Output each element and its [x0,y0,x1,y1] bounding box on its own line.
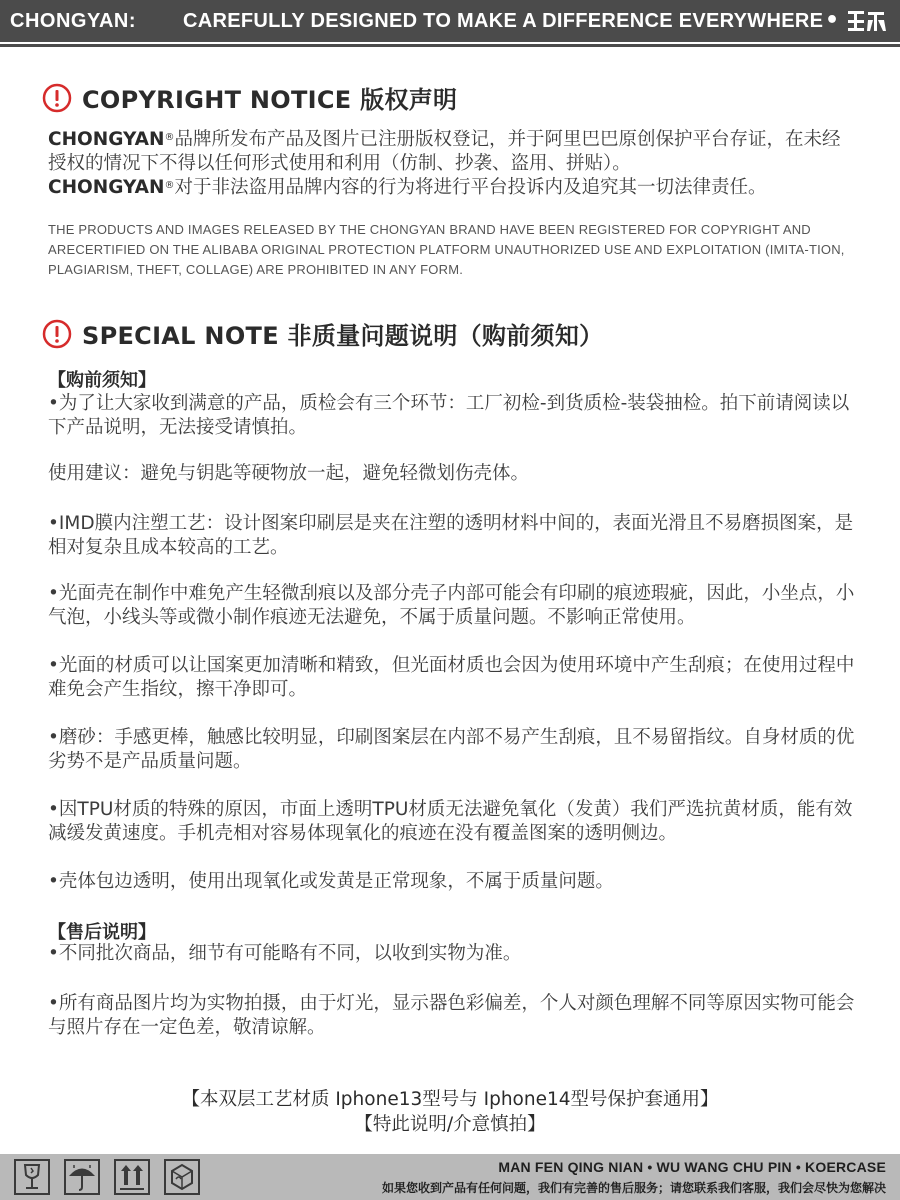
note-item: •光面壳在制作中难免产生轻微刮痕以及部分壳子内部可能会有印刷的痕迹瑕疵，因此，小坐点，小气泡，小线头等或微小制作痕迹无法避免，不属于质量问题。不影响正常使用。 [48,583,855,628]
copyright-title-text: COPYRIGHT NOTICE 版权声明 [82,86,458,114]
copyright-english: THE PRODUCTS AND IMAGES RELEASED BY THE CHONGYAN BRAND HAVE BEEN REGISTERED FOR COPYRIGHT AND ARECERTIFIED ON THE ALIBABA ORIGINAL PROTECTION PLATFORM UNAUTHORIZED USE AND EXPLOITATION (IMITA-TION, PLAGIARISM, THEFT, COLLAGE) ARE PROHIBITED IN ANY FORM. [48,222,845,277]
warning-icon [42,319,72,349]
brand-logo-icon [846,8,888,34]
warning-icon [42,83,72,113]
copyright-chinese-1 [48,128,858,176]
handle-with-care-icon [164,1159,200,1195]
bottom-banner [0,1154,900,1200]
top-banner [0,0,900,42]
separator-dot: • [825,8,840,33]
note-item: 使用建议：避免与钥匙等硬物放一起，避免轻微划伤壳体。 [48,463,530,484]
compatibility-note: 【本双层工艺材质 Iphone13型号与 Iphone14型号保护套通用】 [181,1089,719,1110]
brand-label: CHONGYAN [48,129,165,150]
note-item: •壳体包边透明，使用出现氧化或发黄是正常现象，不属于质量问题。 [48,871,614,892]
footer-brand-line: MAN FEN QING NIAN • WU WANG CHU PIN • KOERCASE [498,1159,886,1175]
umbrella-keep-dry-icon [64,1159,100,1195]
this-side-up-icon [114,1159,150,1195]
fragile-glass-icon [14,1159,50,1195]
registered-mark: ® [164,180,175,191]
brand-name: CHONGYAN: [10,10,136,32]
after-sales-item: •所有商品图片均为实物拍摄，由于灯光，显示器色彩偏差，个人对颜色理解不同等原因实物可能会与照片存在一定色差，敬清谅解。 [48,993,855,1038]
pre-purchase-heading: 【购前须知】 [48,370,156,391]
brand-slogan: CAREFULLY DESIGNED TO MAKE A DIFFERENCE EVERYWHERE [183,10,824,32]
copyright-line-1: 品牌所发布产品及图片已注册版权登记，并于阿里巴巴原创保护平台存证，在未经授权的情况下不得以任何形式使用和利用（仿制、抄袭、盗用、拼贴）。 [48,129,841,174]
note-item: •为了让大家收到满意的产品，质检会有三个环节：工厂初检-到货质检-装袋抽检。拍下前请阅读以下产品说明，无法接受请慎拍。 [48,393,850,438]
footer-service-line: 如果您收到产品有任何问题，我们有完善的售后服务；请您联系我们客服，我们会尽快为您解决 [381,1181,886,1195]
copyright-title [42,80,457,115]
caution-note: 【特此说明/介意慎拍】 [354,1114,546,1135]
special-note-title-text: SPECIAL NOTE 非质量问题说明（购前须知） [82,322,604,350]
header-divider [0,44,900,47]
registered-mark: ® [164,132,175,143]
note-item: •因TPU材质的特殊的原因，市面上透明TPU材质无法避免氧化（发黄）我们严选抗黄材质，能有效减缓发黄速度。手机壳相对容易体现氧化的痕迹在没有覆盖图案的透明侧边。 [48,799,853,844]
note-item: •光面的材质可以让国案更加清晰和精致，但光面材质也会因为使用环境中产生刮痕；在使用过程中难免会产生指纹，擦干净即可。 [48,655,855,700]
note-item: •磨砂：手感更棒，触感比较明显，印刷图案层在内部不易产生刮痕，且不易留指纹。自身材质的优劣势不是产品质量问题。 [48,727,855,772]
copyright-chinese-2 [48,176,858,200]
special-note-title [42,316,603,351]
note-item: •IMD膜内注塑工艺：设计图案印刷层是夹在注塑的透明材料中间的，表面光滑且不易磨损图案，是相对复杂且成本较高的工艺。 [48,513,854,558]
after-sales-item: •不同批次商品，细节有可能略有不同，以收到实物为准。 [48,943,522,964]
after-sales-heading: 【售后说明】 [48,922,156,943]
brand-label: CHONGYAN [48,177,165,198]
copyright-line-2: 对于非法盗用品牌内容的行为将进行平台投诉内及追究其一切法律责任。 [174,177,767,198]
